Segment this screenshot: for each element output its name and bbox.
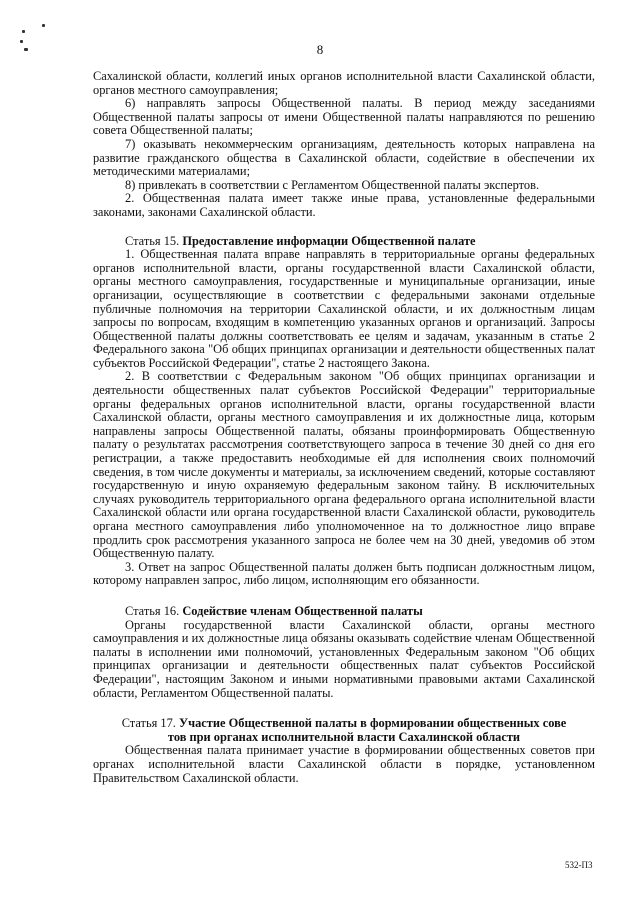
document-code: 532-П3 bbox=[565, 860, 593, 870]
article-16-heading bbox=[93, 605, 595, 619]
article-15-title: Предоставление информации Общественной палате bbox=[182, 233, 476, 248]
scan-mark bbox=[22, 30, 25, 33]
paragraph: 3. Ответ на запрос Общественной палаты должен быть подписан должностным лицом, которому направлен запрос, либо лицом, исполняющим его обязанности. bbox=[93, 559, 595, 588]
paragraph: Общественная палата принимает участие в формировании общественных советов при органах исполнительной власти Сахалинской области в порядке, установленном Правительством Сахалинской области. bbox=[93, 743, 595, 785]
document-body bbox=[93, 70, 595, 785]
scan-mark bbox=[42, 24, 45, 27]
paragraph: 2. Общественная палата имеет также иные права, установленные федеральными законами, законами Сахалинской области. bbox=[93, 191, 595, 219]
paragraph: 1. Общественная палата вправе направлять в территориальные органы федеральных органов исполнительной власти, органы государственной власти Сахалинской области, органы местного самоуправления, государственные и муниципальные организации, иные организации, осуществляющие в соответствии с федеральными законами отдельные публичные полномочия на территории Сахалинской области, и их должностным лицам запросы по вопросам, входящим в компетенцию указанных органов и организаций. Запросы Общественной палаты должны соответствовать ее целям и задачам, указанным в статье 2 Федерального закона "Об общих принципах организации и деятельности общественных палат субъектов Российской Федерации", статье 2 настоящего Закона. bbox=[93, 247, 595, 370]
article-16-prefix: Статья 16. bbox=[125, 603, 180, 618]
article-15-prefix: Статья 15. bbox=[125, 233, 180, 248]
paragraph: 7) оказывать некоммерческим организациям, деятельность которых направлена на развитие гражданского общества в Сахалинской области, содействие в обеспечении их методическими материалами; bbox=[93, 136, 595, 179]
paragraph: Органы государственной власти Сахалинской области, органы местного самоуправления и их должностные лица обязаны оказывать содействие членам Общественной палаты в исполнении ими полномочий, установленных Федеральным законом "Об общих принципах организации и деятельности общественных палат субъектов Российской Федерации", настоящим Законом и иными нормативными правовыми актами Сахалинской области, Регламентом Общественной палаты. bbox=[93, 617, 595, 700]
paragraph: 6) направлять запросы Общественной палаты. В период между заседаниями Общественной палаты запросы от имени Общественной палаты направляются по решению совета Общественной палаты; bbox=[93, 96, 595, 138]
paragraph: 2. В соответствии с Федеральным законом "Об общих принципах организации и деятельности общественных палат субъектов Российской Федерации" территориальные органы федеральных органов исполнительной власти, органы государственной власти Сахалинской области, органы местного самоуправления и их должностные лица, которым направлены запросы Общественной палаты, обязаны проинформировать Общественную палату о результатах рассмотрения соответствующего запроса в течение 30 дней со дня его регистрации, а также предоставить необходимые ей для исполнения своих полномочий сведения, в том числе документы и материалы, за исключением сведений, которые составляют государственную и иную охраняемую федеральным законом тайну. В исключительных случаях руководитель территориального органа федерального органа исполнительной власти Сахалинской области или органа государственной власти Сахалинской области, руководитель органа местного самоуправления либо уполномоченное на то должностное лицо вправе продлить срок рассмотрения указанного запроса не более чем на 30 дней, уведомив об этом Общественную палату. bbox=[93, 369, 595, 561]
article-15-heading bbox=[93, 235, 595, 249]
page-number: 8 bbox=[316, 42, 324, 57]
article-17-prefix: Статья 17. bbox=[121, 716, 176, 731]
paragraph: Сахалинской области, коллегий иных органов исполнительной власти Сахалинской области, органов местного самоуправления; bbox=[93, 69, 595, 97]
article-17-title-line1: Участие Общественной палаты в формировании общественных сове bbox=[179, 716, 567, 731]
paragraph: 8) привлекать в соответствии с Регламентом Общественной палаты экспертов. bbox=[125, 177, 540, 192]
article-16-title: Содействие членам Общественной палаты bbox=[182, 603, 423, 618]
article-17-title-line2: тов при органах исполнительной власти Сахалинской области bbox=[167, 729, 521, 744]
article-17-heading bbox=[93, 717, 595, 731]
